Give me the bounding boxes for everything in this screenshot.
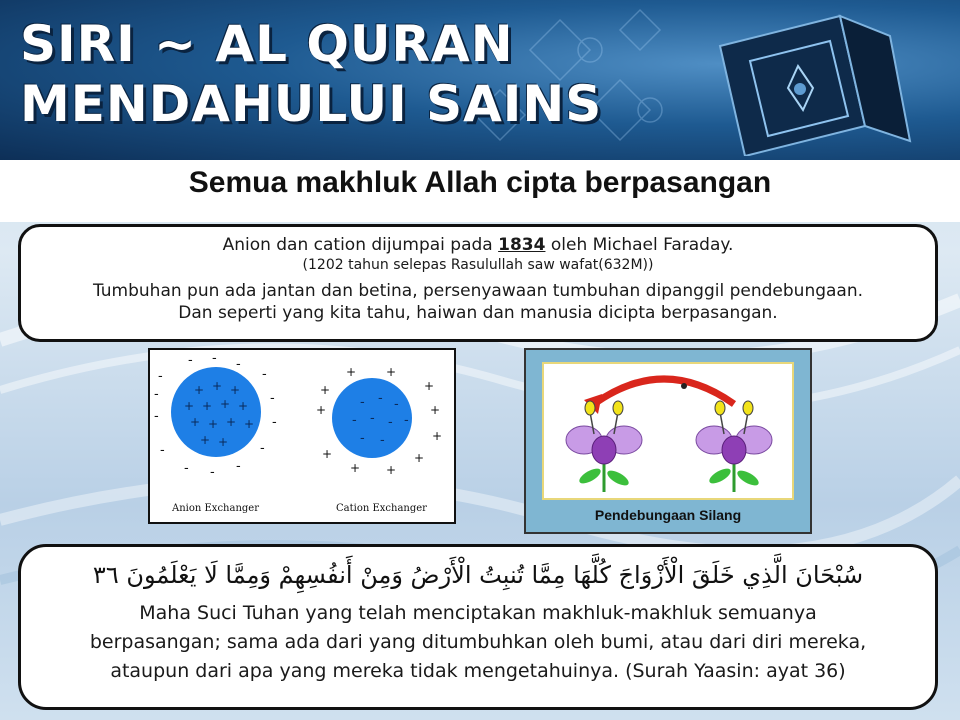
pollination-label: Pendebungaan Silang xyxy=(594,507,742,523)
arabic-verse: سُبْحَانَ الَّذِي خَلَقَ الْأَزْوَاجَ كُلَّهَا مِمَّا تُنبِتُ الْأَرْضُ وَمِنْ أَنفُسِهِمْ وَمِمَّا لَا يَعْلَمُونَ ٣٦ xyxy=(92,561,864,589)
cation-label: Cation Exchanger xyxy=(336,503,427,514)
svg-text:-: - xyxy=(212,351,217,366)
svg-text:+: + xyxy=(184,399,195,413)
svg-text:+: + xyxy=(218,435,229,449)
header-banner xyxy=(0,0,960,160)
svg-text:-: - xyxy=(404,413,409,428)
svg-text:+: + xyxy=(322,447,333,461)
svg-text:+: + xyxy=(386,463,397,477)
svg-text:-: - xyxy=(236,459,241,474)
svg-text:+: + xyxy=(238,399,249,413)
svg-text:-: - xyxy=(394,397,399,412)
anion-label: Anion Exchanger xyxy=(172,503,259,514)
svg-text:-: - xyxy=(360,431,365,446)
svg-text:+: + xyxy=(230,383,241,397)
svg-text:+: + xyxy=(350,461,361,475)
svg-text:+: + xyxy=(194,383,205,397)
svg-text:+: + xyxy=(424,379,435,393)
svg-text:-: - xyxy=(154,409,159,424)
translation-line-2: berpasangan; sama ada dari yang ditumbuhkan oleh bumi, atau dari diri mereka, xyxy=(89,631,867,653)
svg-text:+: + xyxy=(414,451,425,465)
svg-text:-: - xyxy=(360,395,365,410)
svg-text:-: - xyxy=(272,415,277,430)
svg-text:-: - xyxy=(388,415,393,430)
pollination-figure xyxy=(524,348,812,534)
svg-text:-: - xyxy=(184,461,189,476)
info-line-2: (1202 tahun selepas Rasulullah saw wafat(632M)) xyxy=(302,257,654,273)
info-line-1 xyxy=(21,235,935,255)
quran-book-image xyxy=(690,6,950,156)
svg-text:+: + xyxy=(200,433,211,447)
svg-text:+: + xyxy=(220,397,231,411)
info-line-3: Tumbuhan pun ada jantan dan betina, persenyawaan tumbuhan dipanggil pendebungaan. xyxy=(92,281,864,301)
info-line-1-end: oleh Michael Faraday. xyxy=(545,235,734,255)
svg-text:-: - xyxy=(370,411,375,426)
ion-diagram xyxy=(150,350,454,522)
pollination-illustration xyxy=(542,362,794,500)
ion-exchanger-figure xyxy=(148,348,456,524)
svg-text:-: - xyxy=(188,353,193,368)
svg-text:-: - xyxy=(378,391,383,406)
info-box xyxy=(18,224,938,342)
svg-text:+: + xyxy=(212,379,223,393)
svg-text:+: + xyxy=(190,415,201,429)
svg-text:-: - xyxy=(236,357,241,372)
svg-text:+: + xyxy=(346,365,357,379)
svg-text:+: + xyxy=(202,399,213,413)
svg-text:-: - xyxy=(270,391,275,406)
flower-right xyxy=(696,401,772,492)
svg-text:+: + xyxy=(226,415,237,429)
svg-text:-: - xyxy=(262,367,267,382)
info-line-4: Dan seperti yang kita tahu, haiwan dan manusia dicipta berpasangan. xyxy=(178,303,778,323)
svg-text:-: - xyxy=(158,369,163,384)
svg-text:+: + xyxy=(320,383,331,397)
svg-text:+: + xyxy=(244,417,255,431)
svg-text:+: + xyxy=(386,365,397,379)
banner-title-line2: MENDAHULUI SAINS xyxy=(20,75,603,133)
verse-translation xyxy=(21,599,935,686)
translation-line-1: Maha Suci Tuhan yang telah menciptakan makhluk-makhluk semuanya xyxy=(139,602,817,624)
svg-text:+: + xyxy=(316,403,327,417)
flower-left xyxy=(566,401,642,492)
svg-text:-: - xyxy=(210,465,215,480)
flowers-diagram xyxy=(544,364,792,498)
svg-text:-: - xyxy=(380,433,385,448)
discovery-year: 1834 xyxy=(498,235,546,255)
banner-title-line1: SIRI ~ AL QURAN xyxy=(20,15,514,73)
verse-box xyxy=(18,544,938,710)
svg-text:+: + xyxy=(430,403,441,417)
svg-text:+: + xyxy=(208,417,219,431)
svg-text:-: - xyxy=(352,413,357,428)
svg-text:+: + xyxy=(432,429,443,443)
info-line-1-start: Anion dan cation dijumpai pada xyxy=(222,235,499,255)
svg-text:-: - xyxy=(160,443,165,458)
svg-text:-: - xyxy=(260,441,265,456)
translation-line-3: ataupun dari apa yang mereka tidak mengetahuinya. (Surah Yaasin: ayat 36) xyxy=(110,660,846,682)
svg-text:-: - xyxy=(154,387,159,402)
banner-title xyxy=(20,14,602,134)
page-subtitle: Semua makhluk Allah cipta berpasangan xyxy=(188,166,772,199)
